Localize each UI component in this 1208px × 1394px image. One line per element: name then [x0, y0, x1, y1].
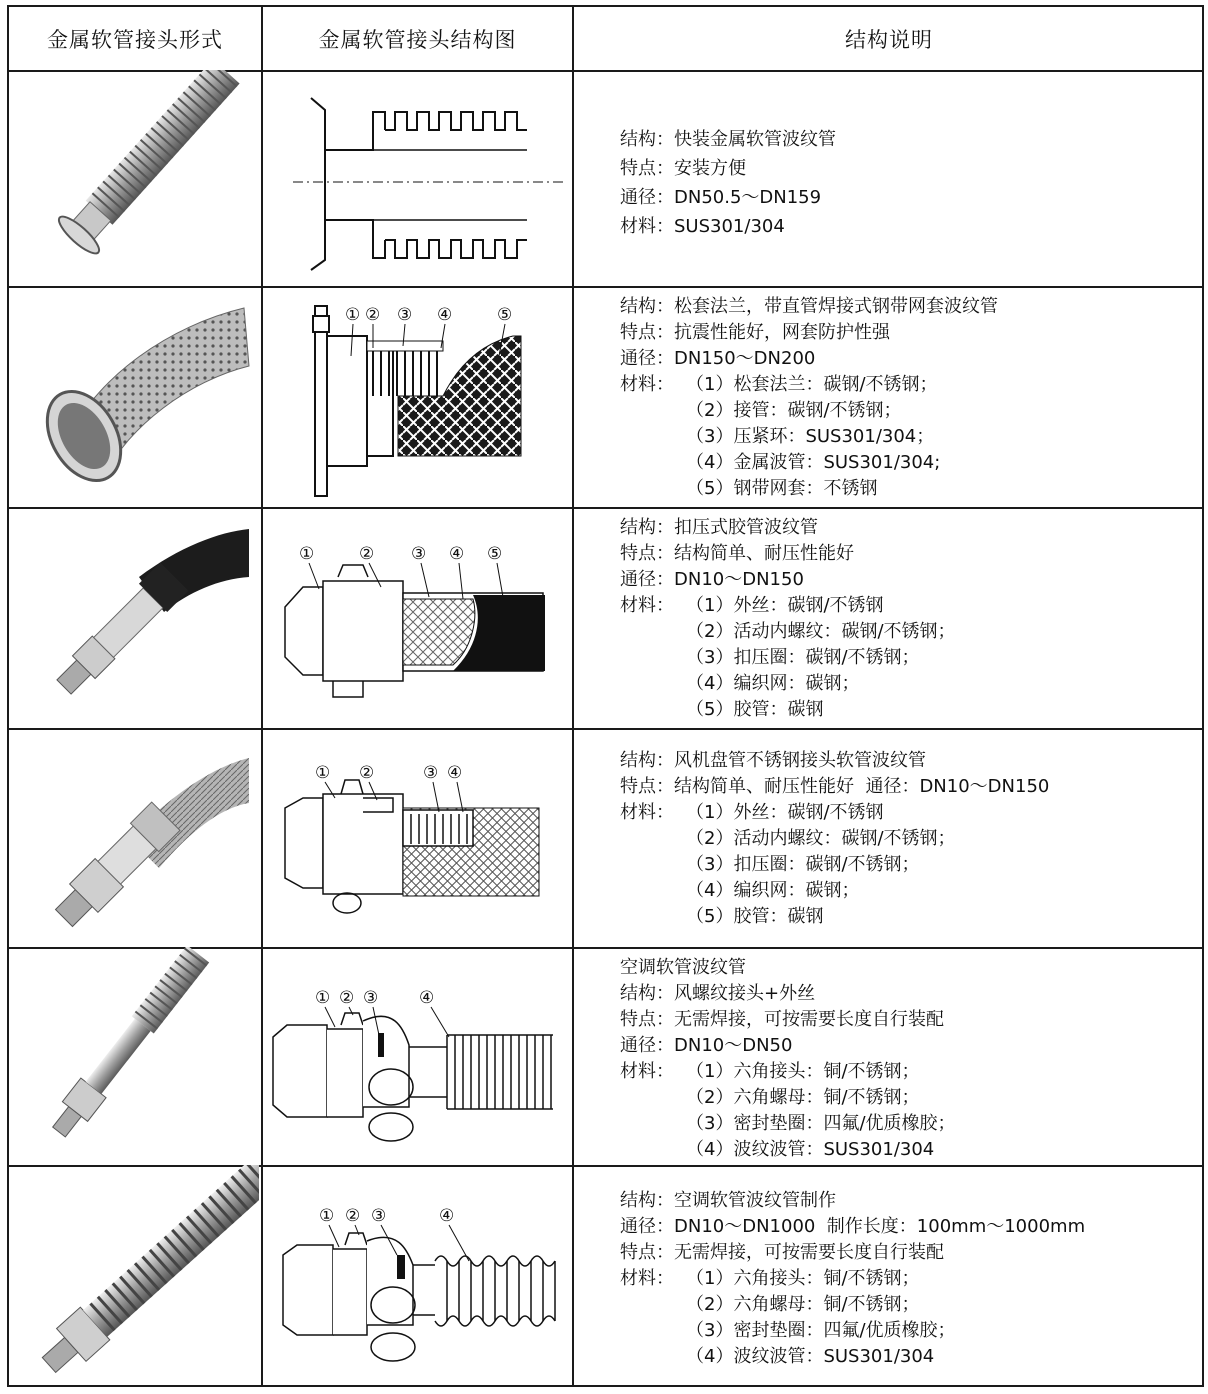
description-line: 结构：风机盘管不锈钢接头软管波纹管 — [620, 750, 926, 771]
callout-4: ④ — [439, 1206, 455, 1226]
diagram-braided-flange-hose — [263, 286, 571, 505]
description-line: 特点：安装方便 — [620, 158, 746, 179]
header-structure-diagram: 金属软管接头结构图 — [318, 27, 517, 52]
material-label: 材料： — [620, 1061, 674, 1082]
material-item: （1）松套法兰：碳钢/不锈钢； — [686, 374, 938, 395]
photo-fan-coil-hose — [9, 728, 259, 945]
material-item: （4）编织网：碳钢； — [686, 673, 860, 694]
callout-2: ② — [345, 1206, 361, 1226]
description-line: 结构：扣压式胶管波纹管 — [620, 517, 818, 538]
material-label: 材料： — [620, 595, 674, 616]
callout-2: ② — [359, 544, 375, 564]
description-row-2 — [620, 294, 998, 502]
material-item: （2）活动内螺纹：碳钢/不锈钢； — [686, 828, 956, 849]
material-label: 材料： — [620, 802, 674, 823]
material-item: （4）编织网：碳钢； — [686, 880, 860, 901]
material-item: （5）钢带网套：不锈钢 — [686, 478, 878, 499]
description-line: 特点：结构简单、耐压性能好 — [620, 543, 854, 564]
callout-2: ② — [359, 763, 375, 783]
callout-3: ③ — [363, 988, 379, 1008]
description-row-6 — [620, 1188, 1085, 1370]
description-row-5 — [620, 955, 956, 1163]
callout-1: ① — [315, 763, 331, 783]
description-line: 结构：快装金属软管波纹管 — [620, 129, 836, 150]
material-item: （5）胶管：碳钢 — [686, 699, 824, 720]
material-item: （4）波纹波管：SUS301/304 — [686, 1346, 935, 1367]
callout-4: ④ — [449, 544, 465, 564]
callout-1: ① — [315, 988, 331, 1008]
col-divider — [572, 7, 574, 1385]
description-row-1 — [620, 127, 836, 243]
material-item: （4）波纹波管：SUS301/304 — [686, 1139, 935, 1160]
description-line: 特点：抗震性能好，网套防护性强 — [620, 322, 890, 343]
material-item: （2）六角螺母：铜/不锈钢； — [686, 1087, 920, 1108]
description-line: 材料：SUS301/304 — [620, 216, 785, 237]
material-item: （5）胶管：碳钢 — [686, 906, 824, 927]
diagram-ac-hose-assembly — [263, 1165, 571, 1385]
material-item: （1）六角接头：铜/不锈钢； — [686, 1268, 920, 1289]
callout-3: ③ — [423, 763, 439, 783]
callout-1: ① — [319, 1206, 335, 1226]
photo-ac-hose-assembly — [9, 1165, 259, 1385]
callout-4: ④ — [419, 988, 435, 1008]
material-item: （3）扣压圈：碳钢/不锈钢； — [686, 854, 920, 875]
description-line: 通径：DN10～DN150 — [620, 569, 804, 590]
description-line: 结构：松套法兰，带直管焊接式钢带网套波纹管 — [620, 296, 998, 317]
description-line: 特点：无需焊接，可按需要长度自行装配 — [620, 1009, 944, 1030]
material-label: 材料： — [620, 374, 674, 395]
callout-1: ① — [345, 305, 361, 325]
photo-crimped-rubber-hose — [9, 507, 259, 726]
material-item: （3）密封垫圈：四氟/优质橡胶； — [686, 1320, 956, 1341]
description-line: 空调软管波纹管 — [620, 957, 746, 978]
description-line: 特点：无需焊接，可按需要长度自行装配 — [620, 1242, 944, 1263]
material-item: （1）外丝：碳钢/不锈钢 — [686, 802, 884, 823]
photo-ac-hose-external-thread — [9, 947, 259, 1163]
description-line: 通径：DN150～DN200 — [620, 348, 816, 369]
description-line: 特点：结构简单、耐压性能好 通径：DN10～DN150 — [620, 776, 1050, 797]
callout-4: ④ — [437, 305, 453, 325]
material-item: （1）外丝：碳钢/不锈钢 — [686, 595, 884, 616]
callout-2: ② — [339, 988, 355, 1008]
diagram-crimped-rubber-hose — [263, 507, 571, 726]
callout-3: ③ — [371, 1206, 387, 1226]
material-label: 材料： — [620, 1268, 674, 1289]
description-row-3 — [620, 515, 956, 723]
description-line: 通径：DN50.5～DN159 — [620, 187, 822, 208]
material-item: （2）六角螺母：铜/不锈钢； — [686, 1294, 920, 1315]
material-item: （2）接管：碳钢/不锈钢； — [686, 400, 902, 421]
description-line: 通径：DN10～DN50 — [620, 1035, 793, 1056]
callout-2: ② — [365, 305, 381, 325]
callout-1: ① — [299, 544, 315, 564]
material-item: （3）密封垫圈：四氟/优质橡胶； — [686, 1113, 956, 1134]
diagram-quick-flange-hose — [263, 70, 571, 284]
header-description: 结构说明 — [845, 27, 933, 52]
callout-3: ③ — [411, 544, 427, 564]
description-line: 通径：DN10～DN1000 制作长度：100mm～1000mm — [620, 1216, 1086, 1237]
material-item: （1）六角接头：铜/不锈钢； — [686, 1061, 920, 1082]
description-line: 结构：空调软管波纹管制作 — [620, 1190, 836, 1211]
header-form: 金属软管接头形式 — [47, 27, 223, 52]
material-item: （2）活动内螺纹：碳钢/不锈钢； — [686, 621, 956, 642]
callout-5: ⑤ — [487, 544, 503, 564]
material-item: （4）金属波管：SUS301/304; — [686, 452, 941, 473]
callout-4: ④ — [447, 763, 463, 783]
callout-3: ③ — [397, 305, 413, 325]
description-line: 结构：风螺纹接头+外丝 — [620, 983, 816, 1004]
diagram-ac-hose-external-thread — [263, 947, 571, 1163]
photo-braided-flange-hose — [9, 286, 259, 505]
diagram-fan-coil-hose — [263, 728, 571, 945]
callout-5: ⑤ — [497, 305, 513, 325]
material-item: （3）压紧环：SUS301/304； — [686, 426, 935, 447]
description-row-4 — [620, 748, 1049, 930]
photo-quick-flange-hose — [9, 70, 259, 284]
material-item: （3）扣压圈：碳钢/不锈钢； — [686, 647, 920, 668]
